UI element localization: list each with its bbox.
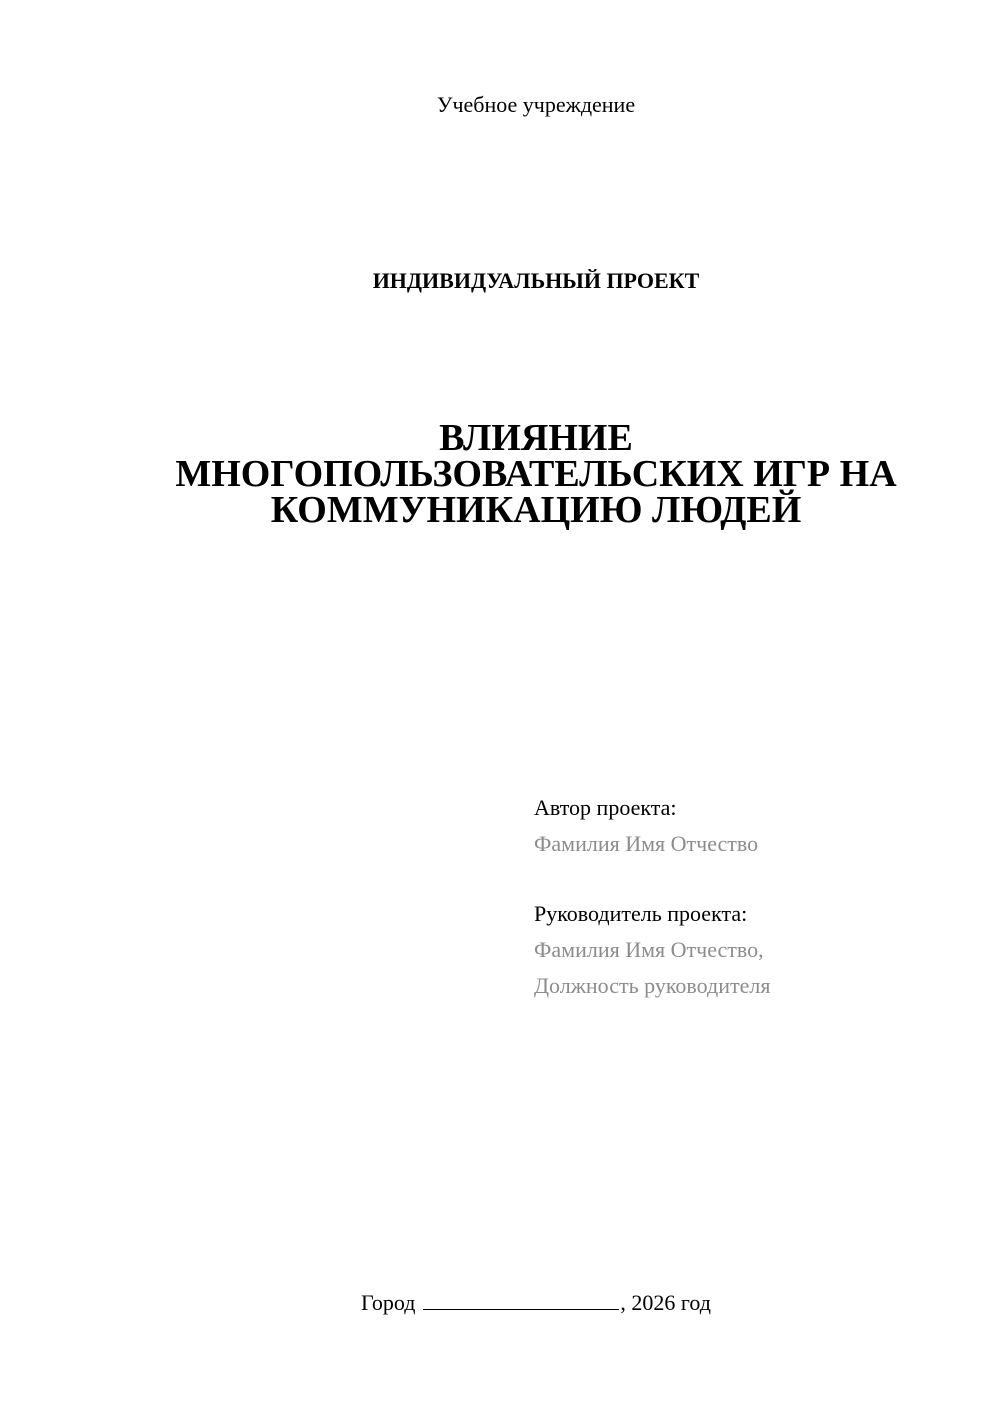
- project-title-line-3: КОММУНИКАЦИЮ ЛЮДЕЙ: [270, 489, 802, 531]
- year-text: , 2026 год: [620, 1290, 711, 1315]
- project-title-line-1: ВЛИЯНИЕ: [439, 417, 633, 459]
- project-title-line-2: МНОГОПОЛЬЗОВАТЕЛЬСКИХ ИГР НА: [175, 453, 897, 495]
- supervisor-position: Должность руководителя: [534, 973, 771, 998]
- city-blank-line: [423, 1291, 619, 1310]
- supervisor-name: Фамилия Имя Отчество,: [534, 937, 764, 962]
- institution-name: Учебное учреждение: [436, 92, 636, 117]
- supervisor-label: Руководитель проекта:: [534, 901, 748, 926]
- author-label: Автор проекта:: [534, 795, 677, 820]
- spacer: [534, 862, 770, 896]
- city-label: Город: [361, 1290, 416, 1315]
- project-type-heading: ИНДИВИДУАЛЬНЫЙ ПРОЕКТ: [372, 268, 700, 293]
- credits-block: [534, 790, 770, 1004]
- author-name: Фамилия Имя Отчество: [534, 831, 759, 856]
- city-year-line: [0, 1290, 1000, 1316]
- project-title: [0, 417, 1000, 531]
